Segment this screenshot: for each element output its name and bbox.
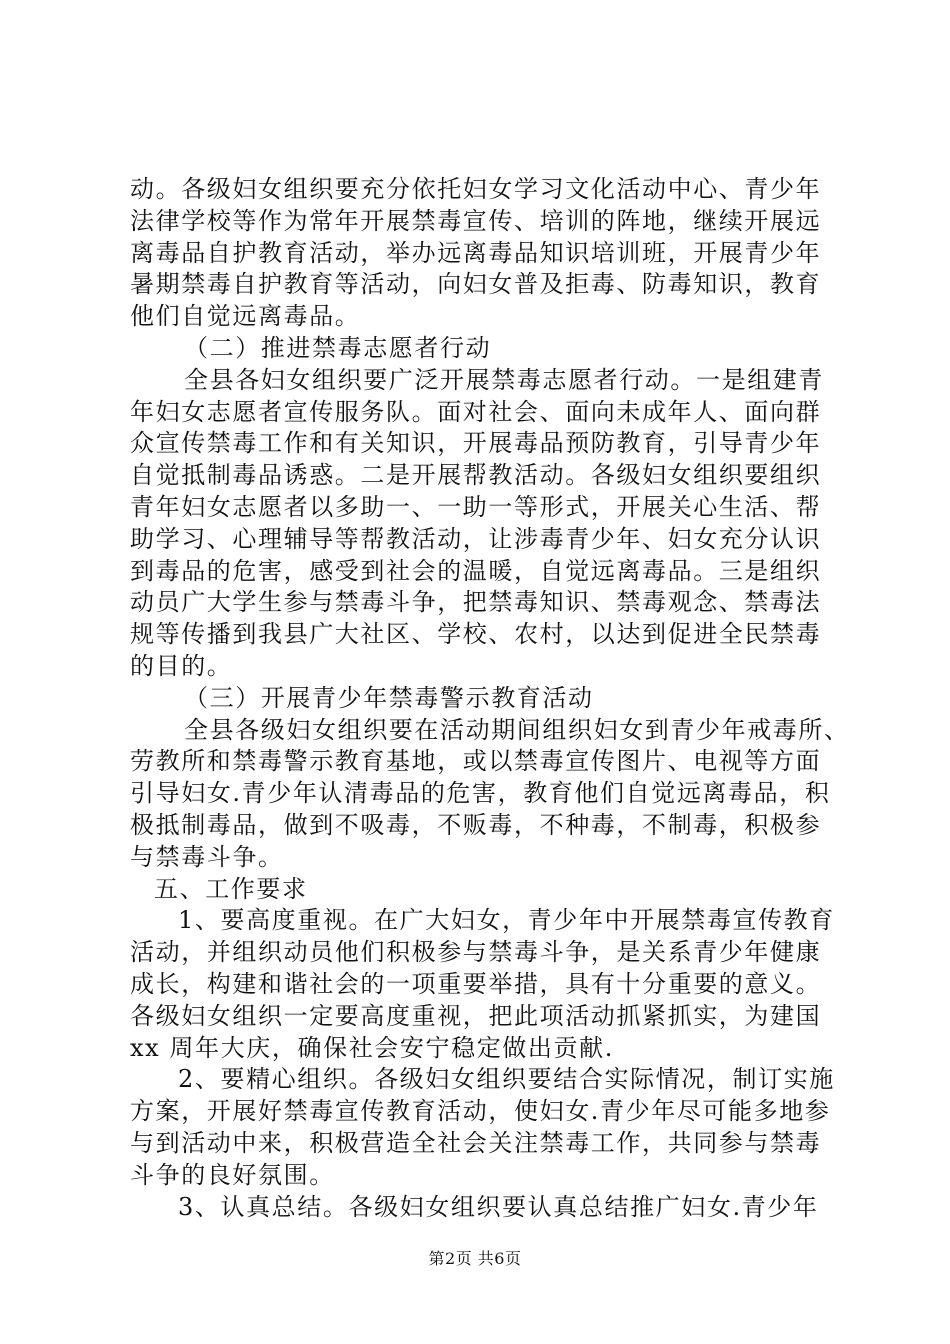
text-line: 年妇女志愿者宣传服务队。面对社会、面向未成年人、面向群	[130, 397, 822, 426]
text-line: 劳教所和禁毒警示教育基地，或以禁毒宣传图片、电视等方面	[130, 747, 822, 776]
text-line: 他们自觉远离毒品。	[130, 302, 361, 331]
paragraph-start: 2、要精心组织。各级妇女组织要结合实际情况，制订实施	[178, 1065, 835, 1094]
text-line: 各级妇女组织一定要高度重视，把此项活动抓紧抓实，为建国	[130, 1001, 822, 1030]
text-line: 与禁毒斗争。	[130, 842, 284, 871]
section-heading: 五、工作要求	[154, 874, 308, 903]
text-line: 成长，构建和谐社会的一项重要举措，具有十分重要的意义。	[130, 969, 822, 998]
text-line: 引导妇女.青少年认清毒品的危害，教育他们自觉远离毒品，积	[130, 779, 831, 808]
text-line: xx 周年大庆，确保社会安宁稳定做出贡献.	[130, 1033, 614, 1062]
text-line: 动员广大学生参与禁毒斗争，把禁毒知识、禁毒观念、禁毒法	[130, 588, 822, 617]
text-line: 规等传播到我县广大社区、学校、农村，以达到促进全民禁毒	[130, 620, 822, 649]
text-line: 法律学校等作为常年开展禁毒宣传、培训的阵地，继续开展远	[130, 206, 822, 235]
text-line: 极抵制毒品，做到不吸毒，不贩毒，不种毒，不制毒，积极参	[130, 810, 822, 839]
text-line: 斗争的良好氛围。	[130, 1160, 335, 1189]
text-line: 方案，开展好禁毒宣传教育活动，使妇女.青少年尽可能多地参	[130, 1097, 831, 1126]
text-line: 暑期禁毒自护教育等活动，向妇女普及拒毒、防毒知识，教育	[130, 270, 822, 299]
paragraph-start: 全县各级妇女组织要在活动期间组织妇女到青少年戒毒所、	[184, 715, 850, 744]
section-heading: （三）开展青少年禁毒警示教育活动	[184, 683, 594, 712]
text-line: 青年妇女志愿者以多助一、一助一等形式，开展关心生活、帮	[130, 492, 822, 521]
text-line: 动。各级妇女组织要充分依托妇女学习文化活动中心、青少年	[130, 175, 822, 203]
page-number-footer: 第2页 共6页	[428, 1249, 522, 1268]
text-line: 活动，并组织动员他们积极参与禁毒斗争，是关系青少年健康	[130, 938, 822, 967]
text-line: 的目的。	[130, 651, 233, 680]
text-line: 离毒品自护教育活动，举办远离毒品知识培训班，开展青少年	[130, 238, 822, 267]
text-line: 助学习、心理辅导等帮教活动，让涉毒青少年、妇女充分认识	[130, 524, 822, 553]
text-line: 自觉抵制毒品诱惑。二是开展帮教活动。各级妇女组织要组织	[130, 461, 822, 490]
paragraph-start: 全县各妇女组织要广泛开展禁毒志愿者行动。一是组建青	[184, 365, 824, 394]
paragraph-start: 1、要高度重视。在广大妇女，青少年中开展禁毒宣传教育	[178, 906, 835, 935]
section-heading: （二）推进禁毒志愿者行动	[184, 333, 492, 362]
paragraph-start: 3、认真总结。各级妇女组织要认真总结推广妇女.青少年	[178, 1192, 819, 1221]
text-line: 到毒品的危害，感受到社会的温暖，自觉远离毒品。三是组织	[130, 556, 822, 585]
text-line: 众宣传禁毒工作和有关知识，开展毒品预防教育，引导青少年	[130, 429, 822, 458]
document-body	[130, 174, 850, 1223]
text-line: 与到活动中来，积极营造全社会关注禁毒工作，共同参与禁毒	[130, 1128, 822, 1157]
